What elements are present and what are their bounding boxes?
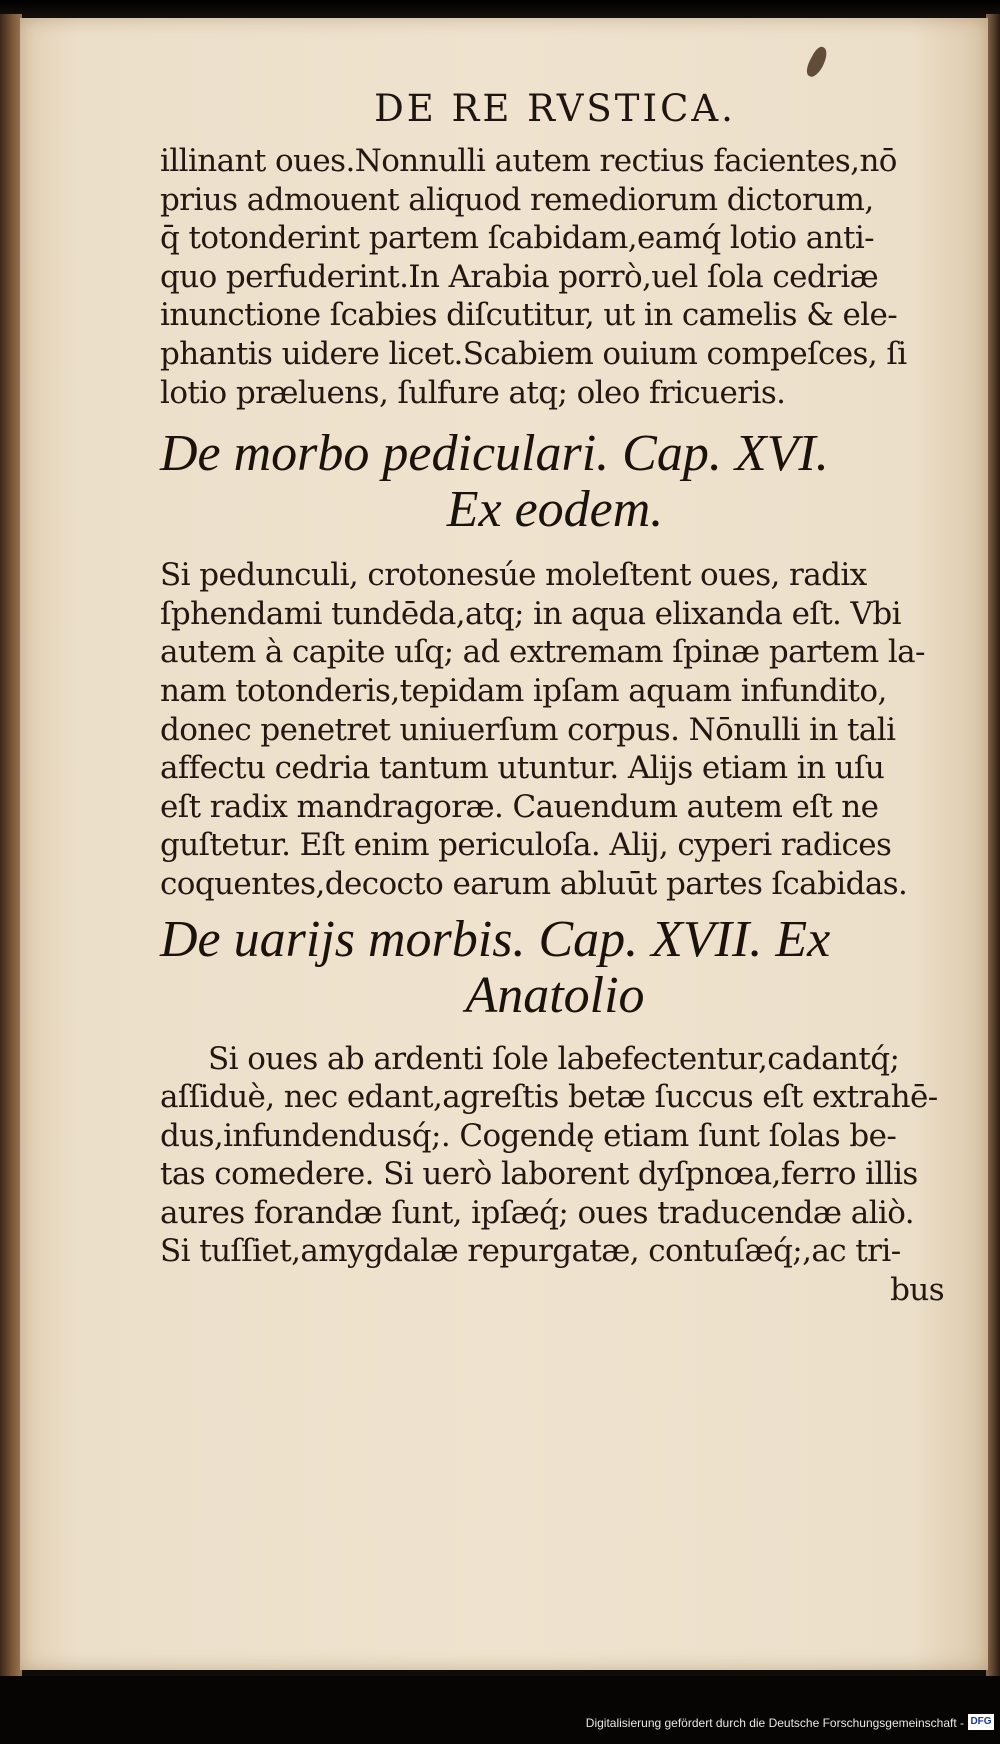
page-fore-edge xyxy=(986,14,1000,1678)
text-line: Si oues ab ardenti ſole labefectentur,cadantq́; xyxy=(208,1040,900,1077)
chapter-source: Anatolio xyxy=(465,966,645,1024)
text-line: nam totonderis,tepidam ipſam aquam infundito, xyxy=(160,672,887,709)
text-line: coquentes,decocto earum abluūt partes ſcabidas. xyxy=(160,865,908,902)
text-line: phantis uidere licet.Scabiem ouium compeſces, ſi xyxy=(160,335,907,372)
catchword: bus xyxy=(890,1272,944,1309)
book-spine-edge xyxy=(0,14,22,1676)
chapter-title: De morbo pediculari. Cap. XVI. xyxy=(160,425,829,483)
text-line: guſtetur. Eſt enim periculoſa. Alij, cyperi radices xyxy=(160,827,892,864)
chapter-heading-xvi xyxy=(160,426,950,538)
text-line: aſſiduè, nec edant,agreſtis betæ ſuccus eſt extrahē- xyxy=(160,1079,938,1116)
text-line: eſt radix mandragoræ. Cauendum autem eſt ne xyxy=(160,788,879,825)
paragraph-pediculari xyxy=(160,556,950,903)
text-line: Si tuſſiet,amygdalæ repurgatæ, contuſæq́;,ac tri- xyxy=(160,1233,901,1270)
text-line: q̄ totonderint partem ſcabidam,eamq́ lotio anti- xyxy=(160,220,875,257)
running-head: DE RE RVSTICA. xyxy=(374,87,736,130)
paragraph-uarijs-morbis xyxy=(160,1040,950,1310)
page-text xyxy=(160,84,950,1310)
chapter-heading-xvii xyxy=(160,912,950,1024)
text-line: lotio præluens, ſulfure atq; oleo fricueris. xyxy=(160,374,786,411)
chapter-source: Ex eodem. xyxy=(446,481,664,539)
text-line: tas comedere. Si uerò laborent dyſpnœa,ferro illis xyxy=(160,1156,918,1193)
digitization-footer xyxy=(0,1676,1000,1744)
paragraph-scabies xyxy=(160,142,950,412)
funding-credit: Digitalisierung gefördert durch die Deutsche Forschungsgemeinschaft - xyxy=(585,1716,964,1730)
text-line: donec penetret uniuerſum corpus. Nōnulli in tali xyxy=(160,711,896,748)
text-line: inunctione ſcabies diſcutitur, ut in camelis & ele- xyxy=(160,297,898,334)
ink-blot-mark xyxy=(803,45,830,80)
text-line: prius admouent aliquod remediorum dictorum, xyxy=(160,181,874,218)
text-line: Si pedunculi, crotonesúe moleſtent oues, radix xyxy=(160,557,867,594)
text-line: quo perfuderint.In Arabia porrò,uel ſola cedriæ xyxy=(160,258,879,295)
text-line: ſphendami tundēda,atq; in aqua elixanda eſt. Vbi xyxy=(160,595,901,632)
text-line: aures forandæ ſunt, ipſæq́; oues traducendæ aliò. xyxy=(160,1194,914,1231)
text-line: dus,infundendusq́;. Cogendę etiam ſunt ſolas be- xyxy=(160,1117,897,1154)
text-line: autem à capite uſq; ad extremam ſpinæ partem la- xyxy=(160,634,925,671)
text-line: illinant oues.Nonnulli autem rectius facientes,nō xyxy=(160,143,897,179)
text-line: affectu cedria tantum utuntur. Alijs etiam in uſu xyxy=(160,750,885,787)
chapter-title: De uarijs morbis. Cap. XVII. Ex xyxy=(160,910,831,968)
dfg-logo: DFG xyxy=(968,1714,994,1730)
